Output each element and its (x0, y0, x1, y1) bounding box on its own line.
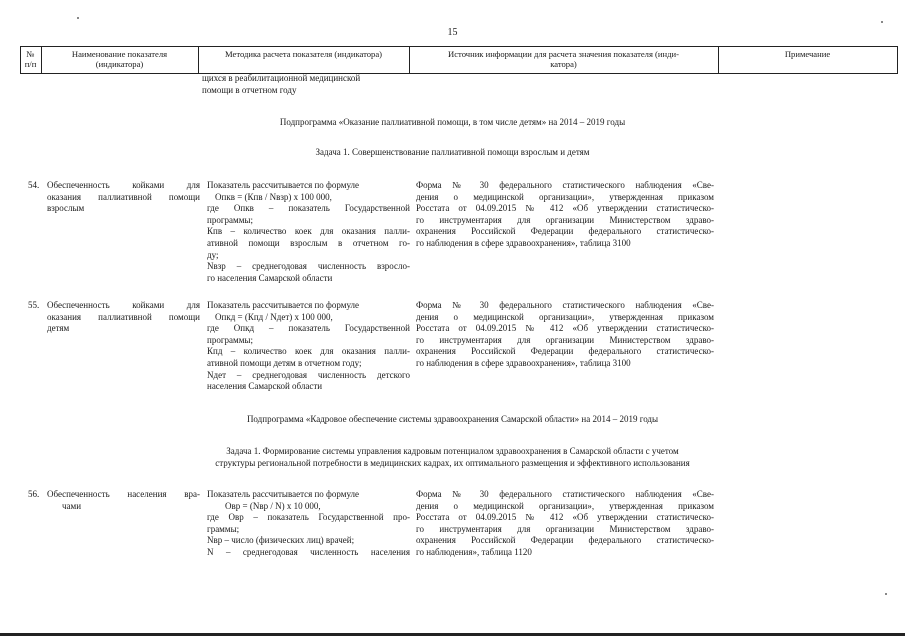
page-number: 15 (447, 27, 458, 38)
indicator-name: Обеспеченность койками для оказания паллиативной помощи взрослым (47, 180, 200, 214)
continuation-text: щихся в реабилитационной медицинской помощи в отчетном году (202, 73, 361, 95)
row-number: 55. (28, 300, 40, 310)
header-col-name: Наименование показателя (индикатора) (71, 49, 168, 69)
indicator-name: Обеспеченность койками для оказания паллиативной помощи детям (47, 300, 200, 334)
header-col-source: Источник информации для расчета значения показателя (инди- катора) (448, 49, 679, 69)
information-source: Форма № 30 федерального статистического наблюдения «Све- дения о медицинской организации», утвержденная приказом Росстата от 04.09.2015 № 412 «Об утверждении статистическо- го инструментария для организации Министерством здраво- охранения Российской Федерации федерального статистическо- го наблюдения в сфере здравоохранения», таблица 3100 (416, 180, 714, 248)
task-heading: Задача 1. Совершенствование паллиативной помощи взрослым и детям (315, 147, 590, 157)
header-border-right (897, 47, 898, 73)
task-heading: Задача 1. Формирование системы управления кадровым потенциалом здравоохранения в Самарской области с учетом структуры региональной потребности в медицинских кадрах, их оптимального размещения и эффективного использования (215, 446, 690, 468)
row-number: 54. (28, 180, 40, 190)
information-source: Форма № 30 федерального статистического наблюдения «Све- дения о медицинской организации», утвержденная приказом Росстата от 04.09.2015 № 412 «Об утверждении статистическо- го инструментария для организации Министерством здраво- охранения Российской Федерации федерального статистическо- го наблюдения в сфере здравоохранения», таблица 3100 (416, 300, 714, 368)
header-col-note: Примечание (784, 49, 831, 59)
scan-speck (881, 21, 883, 23)
scan-speck (77, 17, 79, 19)
row-number: 56. (28, 489, 40, 499)
calculation-method: Показатель рассчитывается по формуле Опкд = (Кпд / Nдет) x 100 000, где Опкд – показатель Государственной программы; Кпд – количество коек для оказания палли- ативной помощи детям в отчетном году; Nдет – среднегодовая численность детского населения Самарской области (207, 300, 410, 392)
calculation-method: Показатель рассчитывается по формуле Опкв = (Кпв / Nвзр) x 100 000, где Опкв – показатель Государственной программы; Кпв – количество коек для оказания палли- ативной помощи взрослым в отчетном го- ду; Nвзр – среднегодовая численность взросло- го населения Самарской области (207, 180, 410, 283)
page-bottom-border (0, 633, 905, 636)
calculation-method: Показатель рассчитывается по формуле Овр = (Nвр / N) x 10 000, где Овр – показатель Государственной про- граммы; Nвр – число (физических лиц) врачей; N – среднегодовая численность населения (207, 489, 410, 557)
subprogram-heading: Подпрограмма «Кадровое обеспечение системы здравоохранения Самарской области» на 2014 – 2019 годы (246, 414, 659, 424)
information-source: Форма № 30 федерального статистического наблюдения «Све- дения о медицинской организации», утвержденная приказом Росстата от 04.09.2015 № 412 «Об утверждении статистическо- го инструментария для организации Министерством здраво- охранения Российской Федерации федерального статистическо- го наблюдения», таблица 1120 (416, 489, 714, 557)
scan-speck (885, 593, 887, 595)
table-header (20, 46, 898, 74)
subprogram-heading: Подпрограмма «Оказание паллиативной помощи, в том числе детям» на 2014 – 2019 годы (279, 117, 626, 127)
indicator-name: Обеспеченность населения вра- чами (47, 489, 200, 511)
header-col-method: Методика расчета показателя (индикатора) (224, 49, 382, 59)
header-col-number: № п/п (24, 49, 37, 69)
